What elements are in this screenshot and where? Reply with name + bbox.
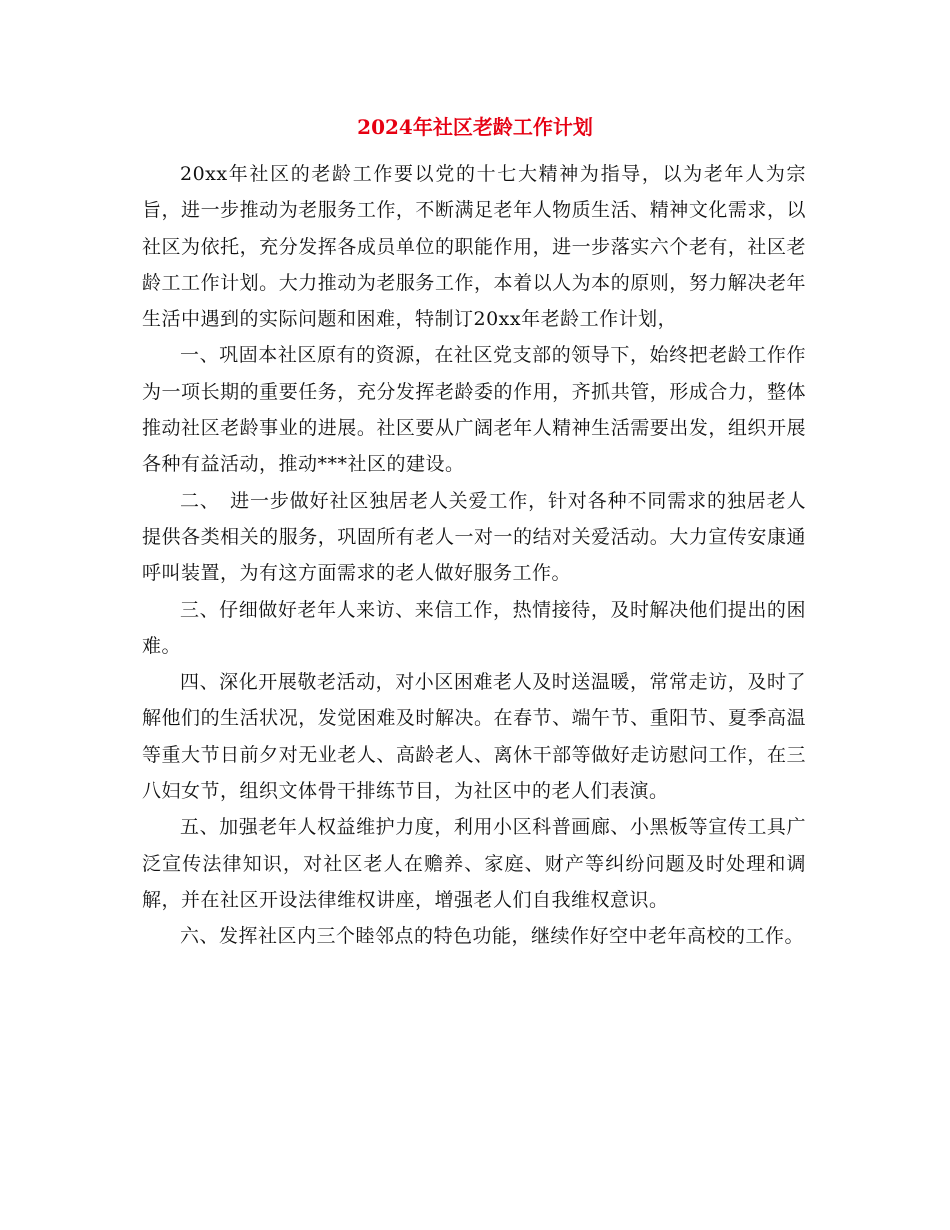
document-body [142, 156, 806, 955]
paragraph-item-4: 四、深化开展敬老活动，对小区困难老人及时送温暖，常常走访，及时了解他们的生活状况，发觉困难及时解决。在春节、端午节、重阳节、夏季高温等重大节日前夕对无业老人、高龄老人、离休干部等做好走访慰问工作，在三八妇女节，组织文体骨干排练节目，为社区中的老人们表演。 [142, 671, 806, 803]
paragraph-item-5: 五、加强老年人权益维护力度，利用小区科普画廊、小黑板等宣传工具广泛宣传法律知识，对社区老人在赡养、家庭、财产等纠纷问题及时处理和调解，并在社区开设法律维权讲座，增强老人们自我维权意识。 [142, 816, 806, 911]
paragraph-item-3: 三、仔细做好老年人来访、来信工作，热情接待，及时解决他们提出的困难。 [142, 598, 806, 657]
paragraph-item-2: 二、 进一步做好社区独居老人关爱工作，针对各种不同需求的独居老人提供各类相关的服务，巩固所有老人一对一的结对关爱活动。大力宣传安康通呼叫装置，为有这方面需求的老人做好服务工作。 [142, 489, 806, 585]
paragraph-item-6: 六、发挥社区内三个睦邻点的特色功能，继续作好空中老年高校的工作。 [180, 925, 805, 948]
paragraph-intro: 20xx年社区的老龄工作要以党的十七大精神为指导，以为老年人为宗旨，进一步推动为老服务工作，不断满足老年人物质生活、精神文化需求，以社区为依托，充分发挥各成员单位的职能作用，进一步落实六个老有，社区老龄工工作计划。大力推动为老服务工作，本着以人为本的原则，努力解决老年生活中遇到的实际问题和困难，特制订20xx年老龄工作计划， [142, 163, 806, 331]
paragraph-item-1: 一、巩固本社区原有的资源，在社区党支部的领导下，始终把老龄工作作为一项长期的重要任务，充分发挥老龄委的作用，齐抓共管，形成合力，整体推动社区老龄事业的进展。社区要从广阔老年人精神生活需要出发，组织开展各种有益活动，推动***社区的建设。 [142, 344, 806, 476]
document-title: 2024年社区老龄工作计划 [357, 115, 593, 139]
